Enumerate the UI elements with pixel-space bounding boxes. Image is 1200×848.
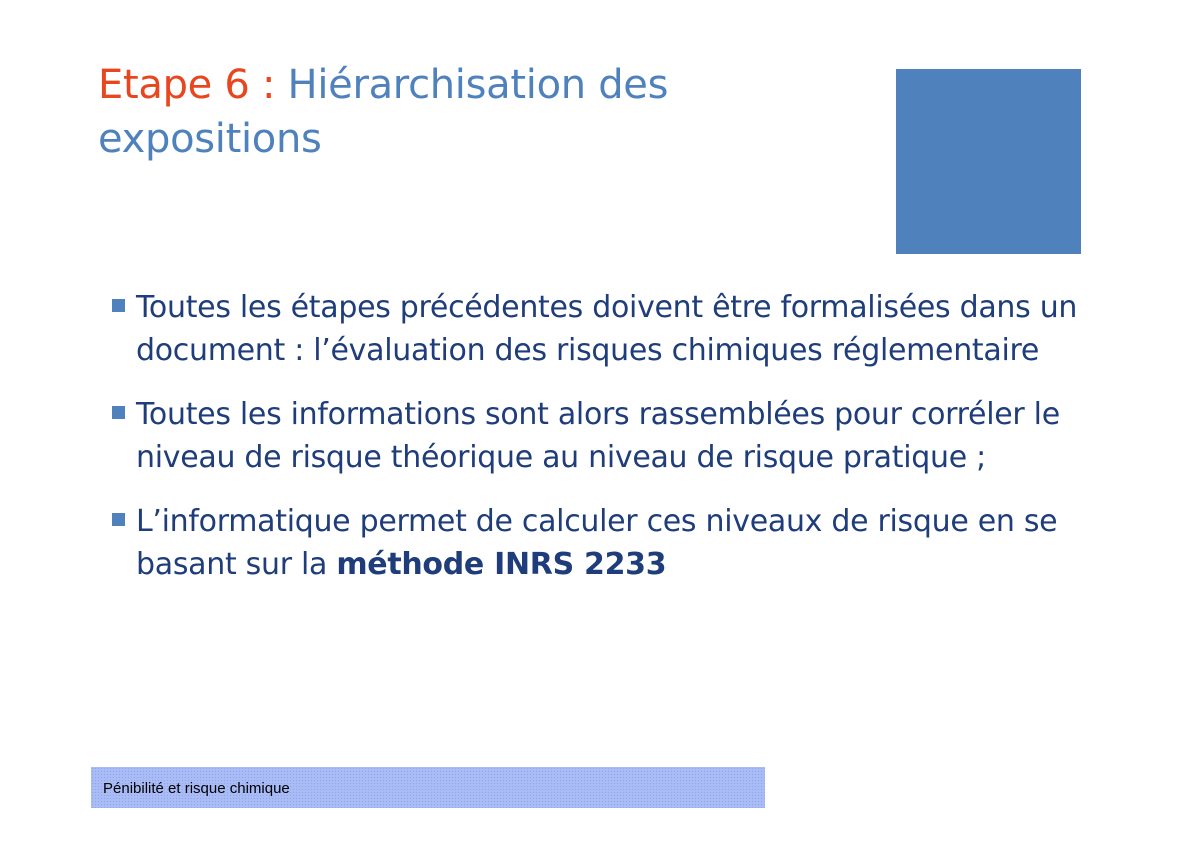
bullet-text: Toutes les informations sont alors rassemblées pour corréler le niveau de risque théorique au niveau de risque pratique ; — [136, 397, 1060, 475]
square-bullet-icon — [112, 299, 125, 312]
square-bullet-icon — [112, 513, 125, 526]
bullet-item-formalisation — [108, 286, 1088, 372]
bullet-text: Toutes les étapes précédentes doivent être formalisées dans un document : l’évaluation des risques chimiques réglementaire — [136, 290, 1078, 368]
slide-title — [98, 58, 858, 166]
footer-band — [91, 767, 765, 808]
bullet-text: L’informatique permet de calculer ces niveaux de risque en se basant sur la — [136, 504, 1058, 582]
title-text: Hiérarchisation des expositions — [98, 62, 669, 162]
title-step-label: Etape 6 : — [98, 62, 276, 108]
decorative-blue-square — [896, 69, 1081, 254]
bullet-item-informatique — [108, 500, 1088, 586]
bullet-list — [108, 286, 1088, 607]
square-bullet-icon — [112, 406, 125, 419]
bullet-bold-method: méthode INRS 2233 — [336, 547, 667, 582]
footer-text: Pénibilité et risque chimique — [103, 780, 290, 797]
bullet-item-correlation — [108, 393, 1088, 479]
